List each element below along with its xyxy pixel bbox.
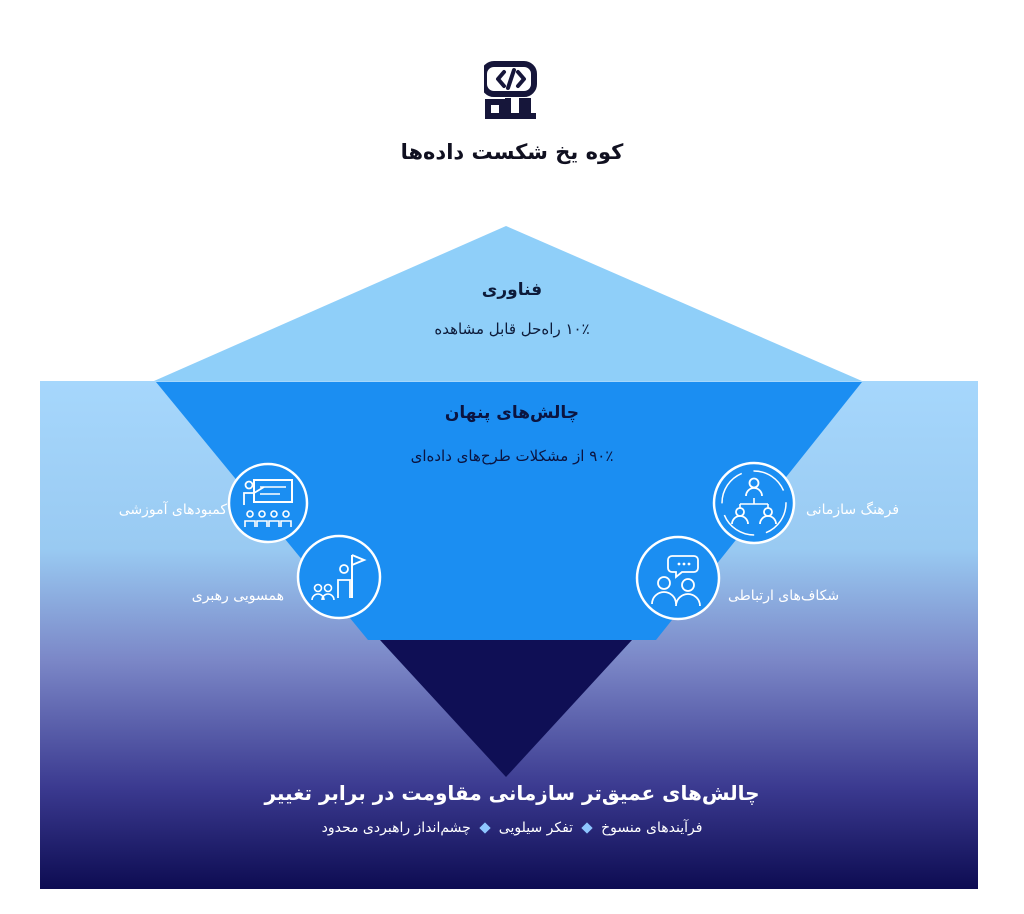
diamond-bullet-icon bbox=[581, 822, 592, 833]
tip-subtitle: ۱۰٪ راه‌حل قابل مشاهده bbox=[434, 320, 590, 338]
deep-item-limited-vision: چشم‌انداز راهبردی محدود bbox=[321, 820, 471, 836]
teacher-presentation-icon bbox=[229, 464, 307, 542]
hidden-challenges-title: چالش‌های پنهان bbox=[444, 403, 580, 423]
right-item-org-culture: فرهنگ سازمانی bbox=[806, 502, 900, 518]
right-item-communication-gaps: شکاف‌های ارتباطی bbox=[728, 588, 840, 604]
org-chart-cycle-icon bbox=[714, 463, 794, 543]
deep-item-outdated-processes: فرآیندهای منسوخ bbox=[601, 820, 703, 836]
deep-challenges-title: چالش‌های عمیق‌تر سازمانی مقاومت در برابر تغییر bbox=[264, 781, 760, 805]
deep-item-silo-thinking: تفکر سیلویی bbox=[498, 820, 574, 836]
left-item-leadership-alignment: همسویی رهبری bbox=[191, 588, 284, 604]
left-item-training-gaps: کمبودهای آموزشی bbox=[118, 502, 227, 518]
hidden-challenges-subtitle: ۹۰٪ از مشکلات طرح‌های داده‌ای bbox=[410, 447, 614, 465]
leader-flag-team-icon bbox=[298, 536, 380, 618]
diamond-bullet-icon bbox=[479, 822, 490, 833]
page-title: کوه یخ شکست داده‌ها bbox=[400, 140, 624, 164]
tip-title: فناوری bbox=[481, 280, 543, 300]
iceberg-tip bbox=[154, 226, 862, 381]
people-chat-icon bbox=[637, 537, 719, 619]
deep-challenges-list bbox=[212, 820, 812, 836]
